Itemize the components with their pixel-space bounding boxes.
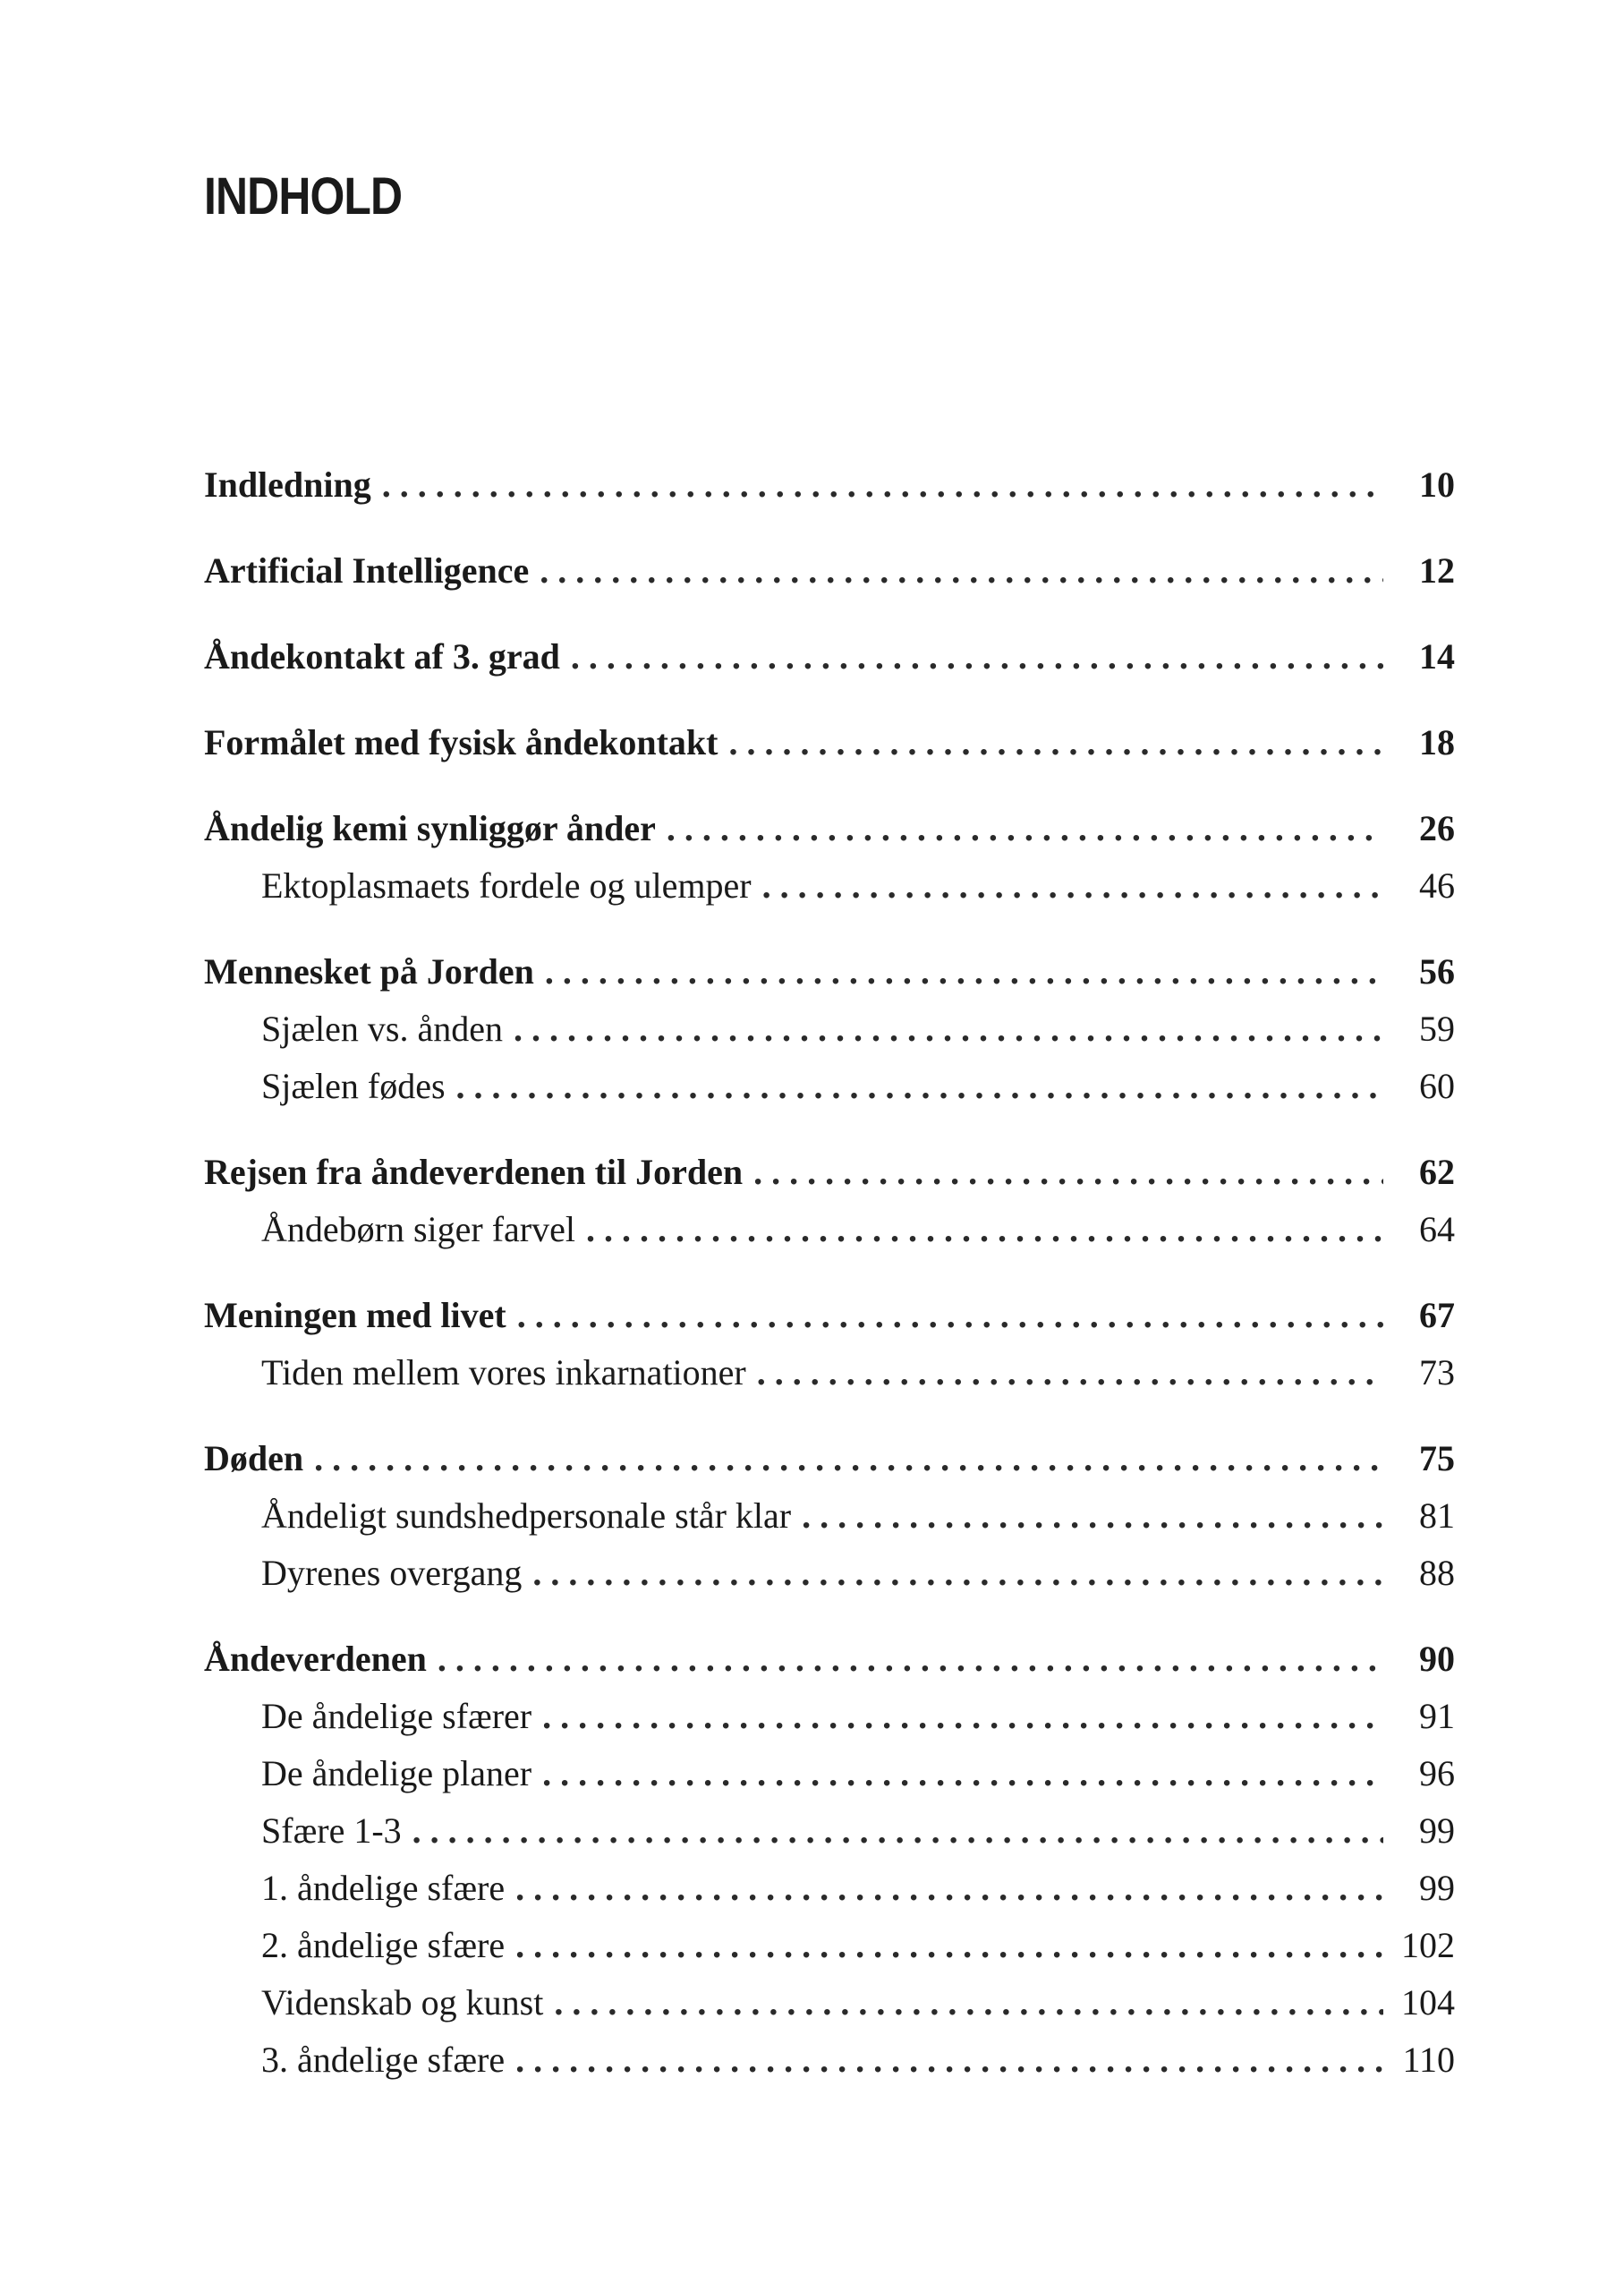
toc-entry-title: Mennesket på Jorden [204, 951, 534, 992]
toc-entry-page-number: 56 [1419, 951, 1455, 992]
toc-section-entry [204, 1201, 1455, 1258]
toc-dot-leader [802, 1487, 1383, 1545]
toc-chapter-entry [204, 1430, 1455, 1487]
toc-entry-title: Dyrenes overgang [261, 1553, 523, 1593]
toc-chapter-entry [204, 1631, 1455, 1688]
toc-dot-leader [757, 1344, 1383, 1401]
toc-entry-page-number: 91 [1419, 1696, 1455, 1736]
toc-entry-page-number: 75 [1419, 1438, 1455, 1478]
toc-entry-title: Indledning [204, 464, 371, 505]
toc-entry-page-number: 59 [1419, 1009, 1455, 1049]
toc-dot-leader [412, 1802, 1383, 1860]
toc-dot-leader [554, 1974, 1383, 2031]
toc-entry-page-number: 110 [1402, 2040, 1455, 2080]
toc-entry-page-number: 90 [1419, 1639, 1455, 1679]
toc-dot-leader [728, 714, 1383, 771]
toc-entry-title: Meningen med livet [204, 1295, 506, 1335]
toc-entry-page-number: 73 [1419, 1352, 1455, 1392]
toc-entry-page-number: 99 [1419, 1810, 1455, 1851]
toc-entry-title: De åndelige planer [261, 1753, 532, 1793]
toc-entry-page-number: 67 [1419, 1295, 1455, 1335]
toc-dot-leader [667, 800, 1383, 857]
toc-dot-leader [545, 943, 1383, 1001]
toc-dot-leader [515, 2031, 1383, 2089]
toc-entry-title: Formålet med fysisk åndekontakt [204, 722, 718, 762]
toc-section-entry [204, 1860, 1455, 1917]
toc-chapter-entry [204, 800, 1455, 857]
toc-entry-title: Videnskab og kunst [261, 1982, 544, 2023]
toc-entry-page-number: 12 [1419, 550, 1455, 591]
toc-entry-page-number: 26 [1419, 808, 1455, 848]
toc-entry-title: Artificial Intelligence [204, 550, 530, 591]
toc-entry-title: Døden [204, 1438, 304, 1478]
table-of-contents [204, 456, 1455, 2089]
toc-dot-leader [532, 1545, 1383, 1602]
toc-entry-title: Sjælen fødes [261, 1066, 446, 1106]
toc-section-entry [204, 1545, 1455, 1602]
toc-chapter-entry [204, 628, 1455, 686]
toc-entry-page-number: 14 [1419, 636, 1455, 677]
toc-entry-page-number: 62 [1419, 1152, 1455, 1192]
toc-chapter-entry [204, 1144, 1455, 1201]
toc-section-entry [204, 857, 1455, 915]
toc-entry-page-number: 18 [1419, 722, 1455, 762]
toc-dot-leader [586, 1201, 1383, 1258]
toc-section-entry [204, 1802, 1455, 1860]
toc-dot-leader [542, 1745, 1383, 1802]
toc-entry-title: Åndeverdenen [204, 1639, 427, 1679]
toc-entry-title: Sfære 1-3 [261, 1810, 402, 1851]
toc-dot-leader [515, 1917, 1383, 1974]
toc-entry-page-number: 102 [1401, 1925, 1455, 1965]
toc-chapter-entry [204, 1287, 1455, 1344]
toc-entry-title: Tiden mellem vores inkarnationer [261, 1352, 746, 1392]
toc-section-entry [204, 1344, 1455, 1401]
toc-dot-leader [753, 1144, 1383, 1201]
toc-dot-leader [542, 1688, 1383, 1745]
toc-chapter-entry [204, 456, 1455, 514]
toc-section-entry [204, 1487, 1455, 1545]
toc-dot-leader [456, 1058, 1383, 1115]
toc-dot-leader [571, 628, 1383, 686]
toc-entry-title: Åndeligt sundshedpersonale står klar [261, 1495, 792, 1536]
page-title: INDHOLD [204, 167, 403, 226]
toc-entry-page-number: 96 [1419, 1753, 1455, 1793]
toc-entry-page-number: 104 [1401, 1982, 1455, 2023]
toc-dot-leader [517, 1287, 1383, 1344]
toc-section-entry [204, 2031, 1455, 2089]
toc-entry-title: 2. åndelige sfære [261, 1925, 506, 1965]
toc-dot-leader [514, 1001, 1383, 1058]
toc-dot-leader [515, 1860, 1383, 1917]
toc-section-entry [204, 1974, 1455, 2031]
toc-dot-leader [382, 456, 1383, 514]
toc-section-entry [204, 1058, 1455, 1115]
toc-dot-leader [540, 542, 1383, 600]
toc-entry-title: Åndebørn siger farvel [261, 1209, 575, 1249]
toc-entry-title: Rejsen fra åndeverdenen til Jorden [204, 1152, 744, 1192]
toc-entry-page-number: 88 [1419, 1553, 1455, 1593]
toc-entry-page-number: 46 [1419, 865, 1455, 906]
toc-entry-title: Åndekontakt af 3. grad [204, 636, 560, 677]
toc-entry-page-number: 81 [1419, 1495, 1455, 1536]
toc-entry-title: Ektoplasmaets fordele og ulemper [261, 865, 752, 906]
toc-entry-page-number: 60 [1419, 1066, 1455, 1106]
toc-entry-page-number: 10 [1419, 464, 1455, 505]
toc-entry-title: Åndelig kemi synliggør ånder [204, 808, 656, 848]
toc-chapter-entry [204, 714, 1455, 771]
toc-dot-leader [762, 857, 1383, 915]
toc-entry-page-number: 64 [1419, 1209, 1455, 1249]
toc-section-entry [204, 1917, 1455, 1974]
toc-entry-title: De åndelige sfærer [261, 1696, 532, 1736]
toc-section-entry [204, 1745, 1455, 1802]
toc-entry-title: 1. åndelige sfære [261, 1868, 506, 1908]
toc-entry-title: 3. åndelige sfære [261, 2040, 506, 2080]
toc-entry-page-number: 99 [1419, 1868, 1455, 1908]
toc-chapter-entry [204, 542, 1455, 600]
toc-chapter-entry [204, 943, 1455, 1001]
toc-section-entry [204, 1001, 1455, 1058]
toc-dot-leader [438, 1631, 1383, 1688]
toc-dot-leader [314, 1430, 1383, 1487]
toc-section-entry [204, 1688, 1455, 1745]
toc-entry-title: Sjælen vs. ånden [261, 1009, 503, 1049]
